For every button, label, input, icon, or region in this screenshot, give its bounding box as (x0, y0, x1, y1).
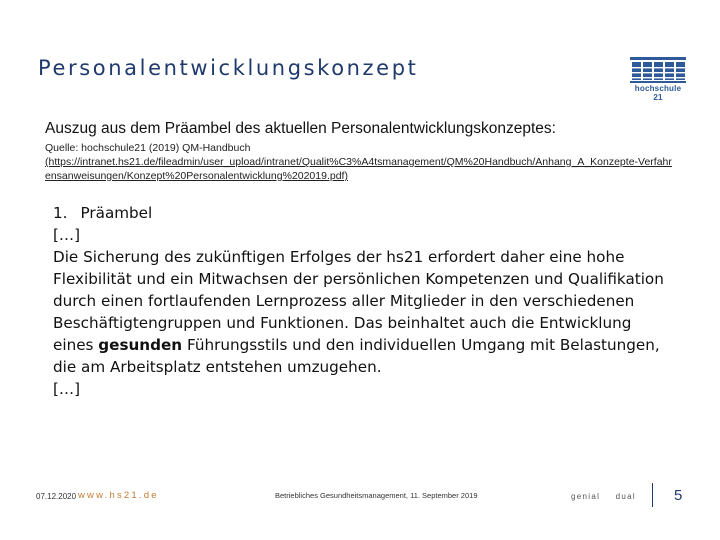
source-prefix: Quelle: hochschule21 (2019) QM-Handbuch (45, 142, 251, 154)
footer-slogan: genial dual (571, 492, 636, 501)
quote-heading-number: 1. (53, 204, 68, 222)
quote-body-after: Führungsstils und den individuellen Umgang mit Belastungen, die am Arbeitsplatz entstehen umzugehen. (53, 336, 660, 376)
footer-center-text: Betriebliches Gesundheitsmanagement, 11. September 2019 (275, 491, 478, 500)
quote-heading (53, 202, 673, 224)
slide-title: Personalentwicklungskonzept (38, 56, 419, 80)
footer-date: 07.12.2020 (36, 492, 77, 501)
quote-bold-word: gesunden (98, 336, 183, 354)
source-citation (45, 141, 675, 183)
quote-ellipsis-end: […] (53, 380, 81, 398)
source-link[interactable]: (https://intranet.hs21.de/fileadmin/user_upload/intranet/Qualit%C3%A4tsmanagement/QM%20Handbuch/Anhang_A_Konzepte-Verfahrensanweisungen/Konzept%20Personalentwicklung%202019.pdf) (45, 156, 672, 182)
logo-building-icon (630, 57, 686, 83)
logo-text: hochschule 21 (634, 84, 682, 102)
hochschule21-logo (630, 57, 686, 102)
quote-body-before: Die Sicherung des zukünftigen Erfolges der hs21 erfordert daher eine hohe Flexibilität und ein Mitwachsen der persönlichen Kompetenzen und Qualifikation durch einen fortlaufenden Lernprozess aller Mitglieder in den verschiedenen Beschäftigtengruppen und Funktionen. Das beinhaltet auch die Entwicklung eines (53, 248, 664, 354)
footer-divider (652, 483, 653, 507)
quote-body (53, 246, 673, 378)
quote-heading-text: Präambel (80, 204, 153, 222)
quote-block (53, 202, 673, 400)
intro-text: Auszug aus dem Präambel des aktuellen Personalentwicklungskonzeptes: (45, 120, 556, 137)
page-number: 5 (674, 487, 683, 504)
footer-url[interactable]: www.hs21.de (78, 490, 159, 501)
quote-ellipsis-start: […] (53, 226, 81, 244)
